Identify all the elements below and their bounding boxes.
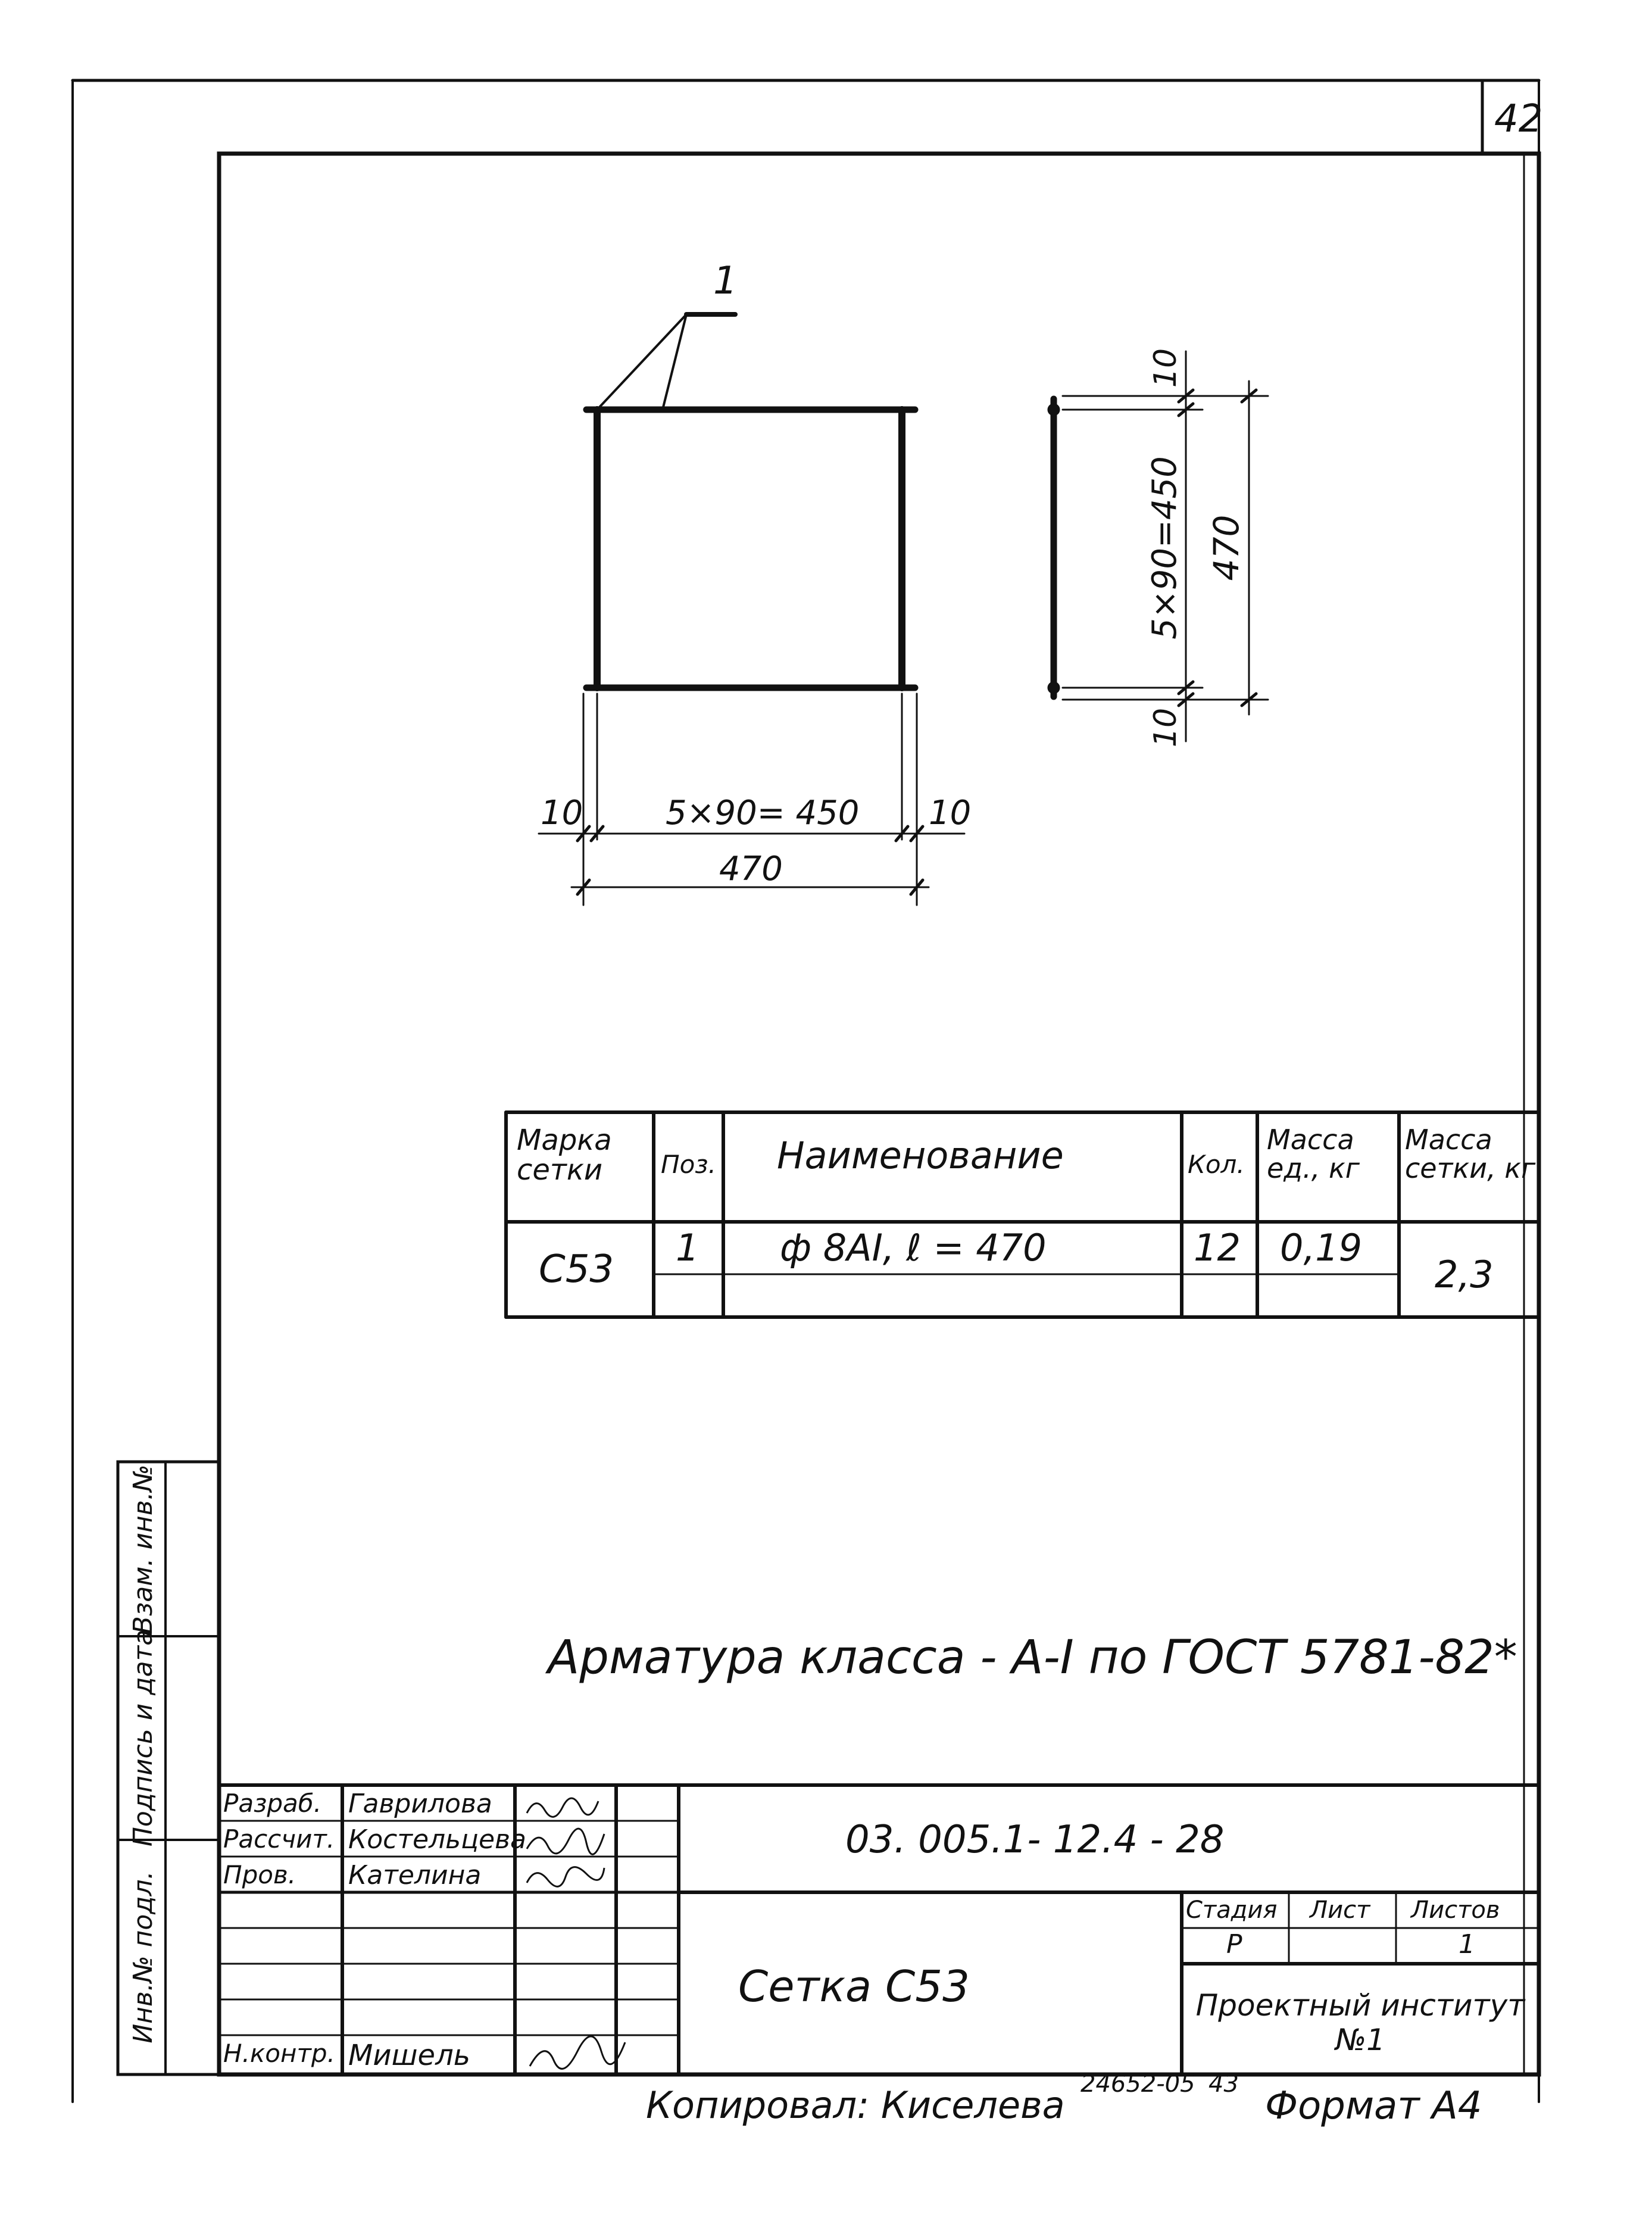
plan-dim-middle: 5×90= 450 bbox=[666, 794, 860, 832]
item-title: Сетка С53 bbox=[738, 1961, 970, 2011]
tb-name-developer: Гаврилова bbox=[348, 1789, 492, 1819]
stage-label: Стадия bbox=[1186, 1896, 1278, 1924]
tb-name-checked: Кателина bbox=[348, 1860, 482, 1890]
stage-value: Р bbox=[1226, 1929, 1242, 1960]
spec-header-qty: Кол. bbox=[1188, 1150, 1245, 1179]
page-number: 43 bbox=[1208, 2070, 1239, 2098]
spec-cell-total-mass: 2,3 bbox=[1435, 1253, 1494, 1296]
spec-cell-pos: 1 bbox=[676, 1226, 699, 1269]
tb-role-checked: Пров. bbox=[223, 1860, 296, 1889]
tb-name-norm-control: Мишель bbox=[348, 2039, 471, 2072]
side-dim-bottom: 10 bbox=[1148, 707, 1183, 748]
organization: Проектный институт №1 bbox=[1195, 1988, 1525, 2057]
document-code: 03. 005.1- 12.4 - 28 bbox=[845, 1818, 1225, 1862]
tb-name-calculated: Костельцева bbox=[348, 1824, 527, 1855]
stamp-replaced-inventory: Взам. инв.№ bbox=[128, 1464, 158, 1634]
sheet-format: Формат А4 bbox=[1265, 2084, 1482, 2128]
spec-header-pos: Поз. bbox=[661, 1150, 716, 1179]
spec-header-total-mass: Масса сетки, кг bbox=[1405, 1124, 1536, 1185]
plan-dim-overall: 470 bbox=[719, 850, 783, 888]
spec-header-mark: Марка сетки bbox=[517, 1124, 612, 1187]
tb-role-developer: Разраб. bbox=[223, 1789, 322, 1818]
stamp-signature-date: Подпись и дата bbox=[128, 1629, 158, 1847]
sheet-label: Лист bbox=[1310, 1896, 1370, 1924]
spec-cell-name: ф 8АI, ℓ = 470 bbox=[780, 1226, 1047, 1269]
spec-cell-unit-mass: 0,19 bbox=[1280, 1226, 1363, 1269]
tb-role-calculated: Рассчит. bbox=[223, 1824, 335, 1854]
sheets-label: Листов bbox=[1411, 1896, 1500, 1924]
spec-cell-qty: 12 bbox=[1194, 1226, 1241, 1269]
side-dim-middle: 5×90=450 bbox=[1145, 456, 1184, 639]
spec-header-unit-mass: Масса ед., кг bbox=[1267, 1124, 1360, 1185]
spec-cell-mark: С53 bbox=[539, 1247, 614, 1291]
plan-dim-right: 10 bbox=[929, 794, 972, 832]
reinforcement-note: Арматура класса - А-I по ГОСТ 5781-82* bbox=[548, 1631, 1517, 1684]
signatures bbox=[527, 1798, 625, 2069]
archive-number: 24652-05 bbox=[1080, 2070, 1195, 2098]
sheets-value: 1 bbox=[1459, 1929, 1475, 1960]
sheet-number: 42 bbox=[1494, 97, 1543, 141]
stamp-original-inventory: Инв.№ подл. bbox=[128, 1871, 158, 2044]
position-callout: 1 bbox=[713, 259, 738, 303]
plan-dim-left: 10 bbox=[541, 794, 583, 832]
spec-header-name: Наименование bbox=[777, 1134, 1064, 1177]
tb-role-norm-control: Н.контр. bbox=[223, 2039, 335, 2068]
copied-by: Копировал: Киселева bbox=[646, 2083, 1065, 2127]
side-dim-top: 10 bbox=[1148, 348, 1183, 388]
side-dim-overall: 470 bbox=[1206, 514, 1247, 581]
